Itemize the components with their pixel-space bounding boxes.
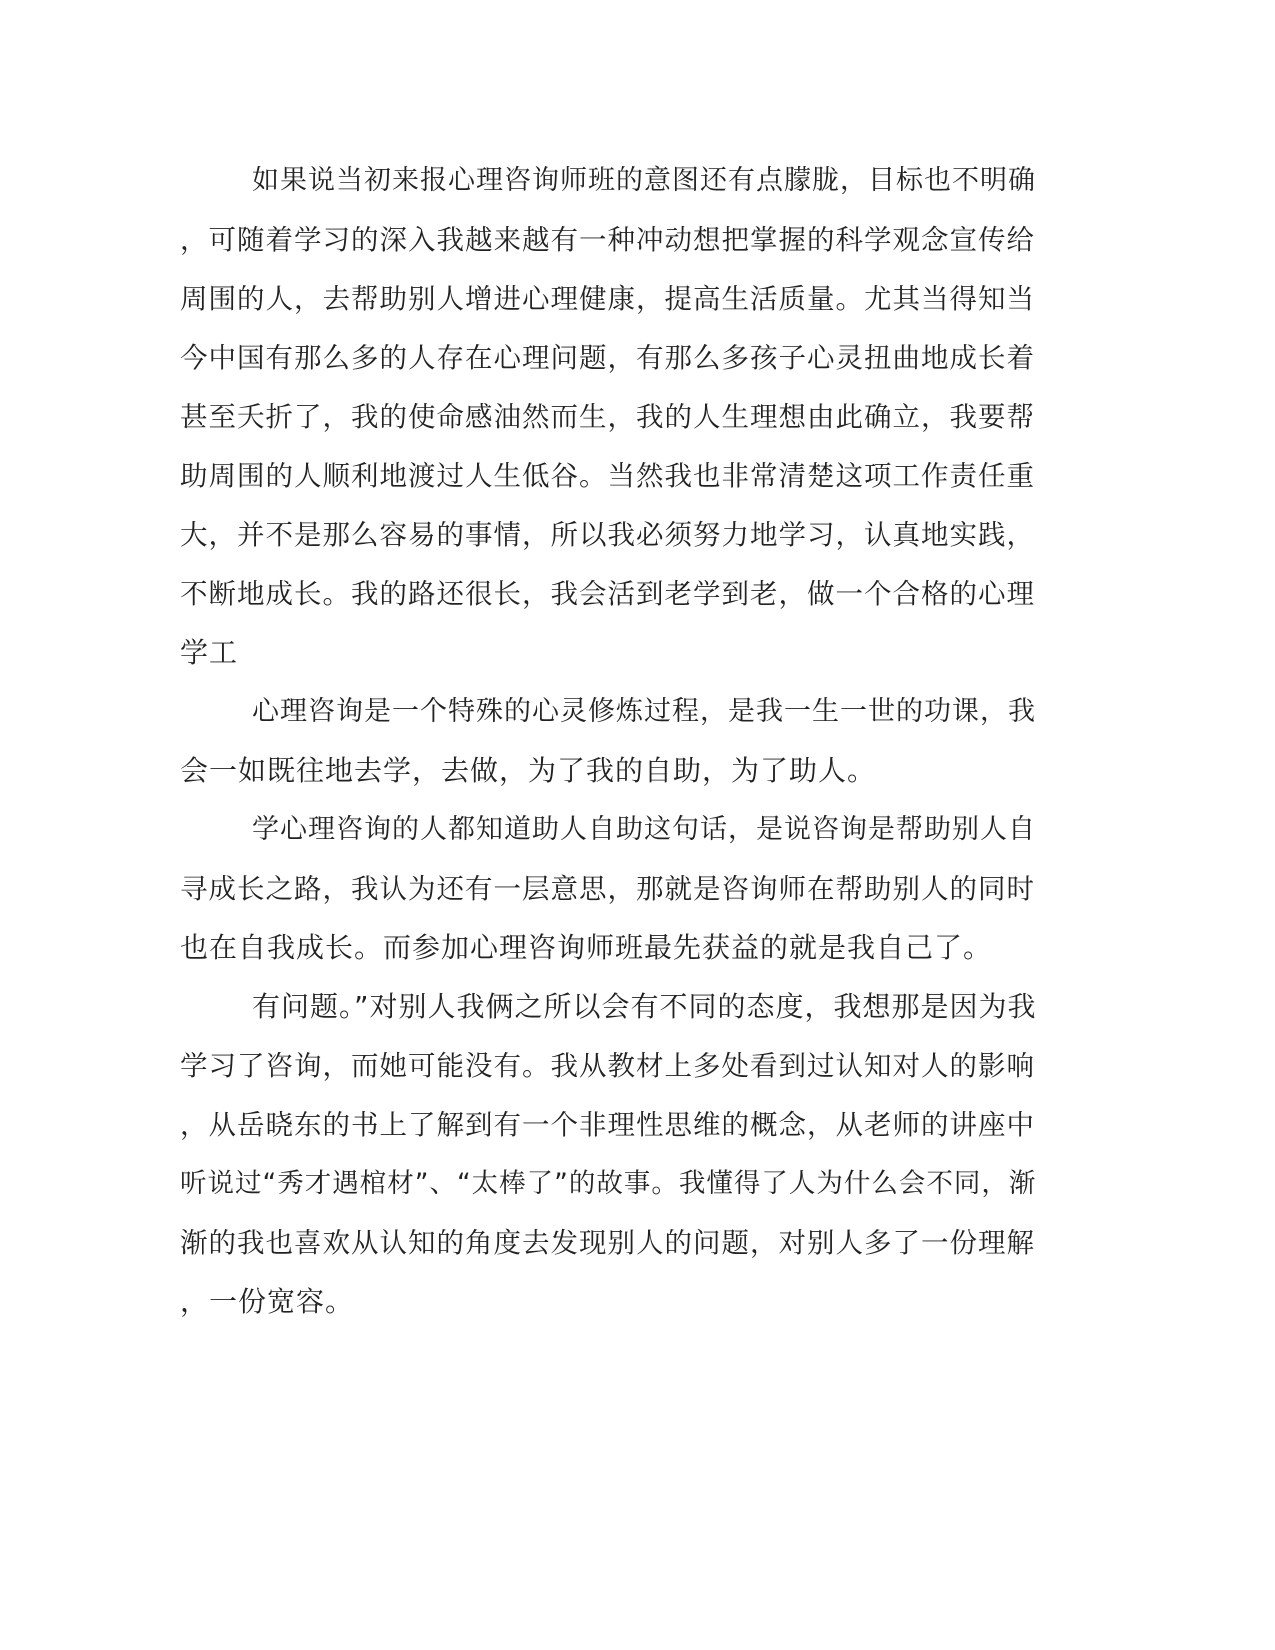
text-line: 有问题。”对别人我俩之所以会有不同的态度，我想那是因为我: [252, 990, 1037, 1023]
text-line: 学工: [180, 636, 239, 669]
text-line: 学习了咨询，而她可能没有。我从教材上多处看到过认知对人的影响: [180, 1050, 1035, 1082]
text-line: 心理咨询是一个特殊的心灵修炼过程，是我一生一世的功课，我: [252, 696, 1036, 727]
text-line: 寻成长之路，我认为还有一层意思，那就是咨询师在帮助别人的同时: [180, 873, 1035, 905]
text-line: ，从岳晓东的书上了解到有一个非理性思维的概念，从老师的讲座中: [180, 1109, 1035, 1141]
text-line: 如果说当初来报心理咨询师班的意图还有点朦胧，目标也不明确: [252, 165, 1036, 196]
text-line: 助周围的人顺利地渡过人生低谷。当然我也非常清楚这项工作责任重: [180, 460, 1035, 492]
text-line: 甚至夭折了，我的使命感油然而生，我的人生理想由此确立，我要帮: [180, 401, 1035, 433]
text-line: 听说过“秀才遇棺材”、“太棒了”的故事。我懂得了人为什么会不同，渐: [180, 1168, 1037, 1199]
text-line: 周围的人，去帮助别人增进心理健康，提高生活质量。尤其当得知当: [180, 283, 1035, 315]
text-line: 会一如既往地去学，去做，为了我的自助，为了助人。: [180, 754, 877, 787]
text-line: 渐的我也喜欢从认知的角度去发现别人的问题，对别人多了一份理解: [180, 1227, 1035, 1259]
text-line: 今中国有那么多的人存在心理问题，有那么多孩子心灵扭曲地成长着: [180, 342, 1035, 374]
text-line: ，一份宽容。: [180, 1285, 355, 1318]
text-line: 也在自我成长。而参加心理咨询师班最先获益的就是我自己了。: [180, 931, 993, 964]
text-line: ，可随着学习的深入我越来越有一种冲动想把掌握的科学观念宣传给: [180, 224, 1035, 256]
text-line: 学心理咨询的人都知道助人自助这句话，是说咨询是帮助别人自: [252, 814, 1036, 845]
text-line: 大，并不是那么容易的事情，所以我必须努力地学习，认真地实践，: [180, 519, 1035, 551]
text-line: 不断地成长。我的路还很长，我会活到老学到老，做一个合格的心理: [180, 578, 1035, 610]
